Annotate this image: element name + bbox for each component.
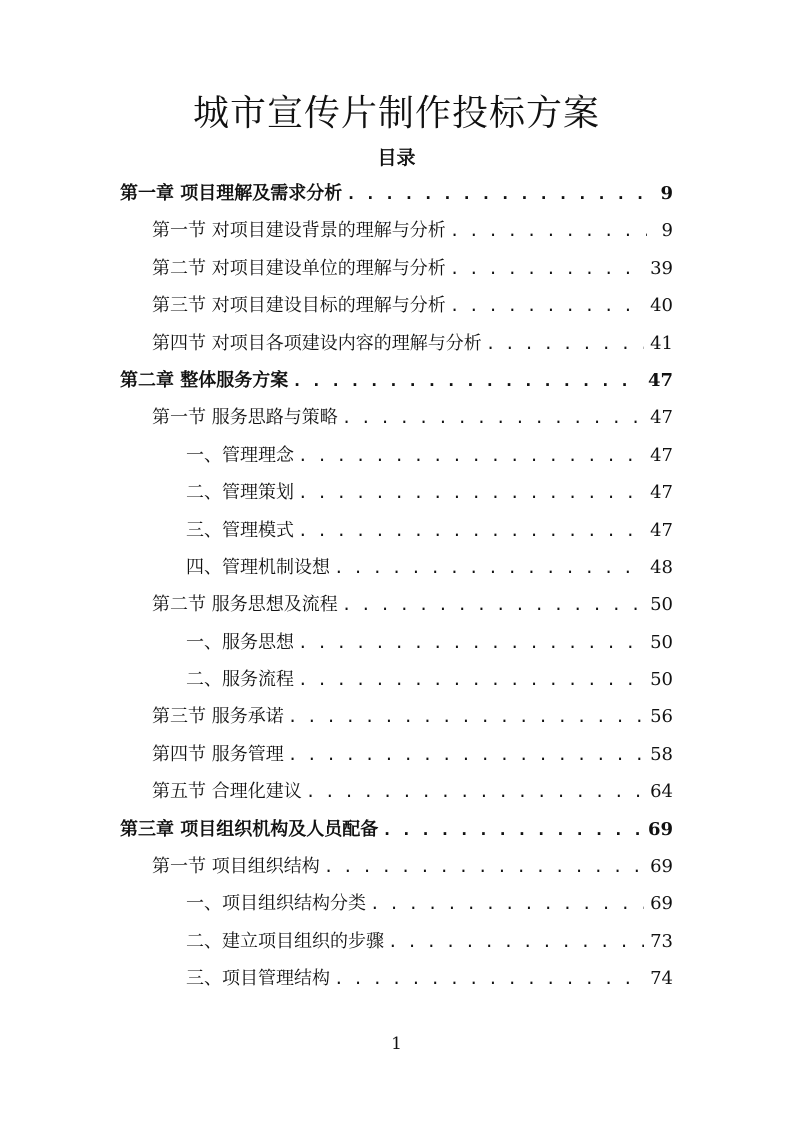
- toc-dot-leader: [382, 811, 642, 848]
- toc-dot-leader: [288, 698, 644, 735]
- toc-entry-page-number: 47: [650, 482, 673, 504]
- toc-subsection-entry[interactable]: [120, 549, 673, 586]
- toc-section-entry[interactable]: [120, 212, 673, 249]
- toc-section-entry[interactable]: [120, 736, 673, 773]
- toc-dot-leader: [450, 250, 644, 287]
- toc-dot-leader: [450, 212, 647, 249]
- toc-chapter-entry[interactable]: [120, 362, 673, 399]
- toc-dot-leader: [486, 325, 644, 362]
- toc-entry-label: 第三节 服务承诺: [152, 706, 284, 728]
- toc-entry-page-number: 58: [650, 743, 673, 765]
- toc-entry-page-number: 56: [650, 706, 673, 728]
- toc-dot-leader: [298, 661, 644, 698]
- toc-entry-label: 第四节 对项目各项建设内容的理解与分析: [152, 332, 482, 354]
- toc-entry-label: 第一章 项目理解及需求分析: [120, 183, 343, 204]
- toc-entry-label: 一、服务思想: [186, 631, 294, 653]
- toc-entry-label: 三、项目管理结构: [186, 968, 330, 990]
- toc-subsection-entry[interactable]: [120, 923, 673, 960]
- toc-dot-leader: [346, 175, 647, 212]
- toc-entry-page-number: 74: [650, 968, 673, 990]
- toc-entry-label: 三、管理模式: [186, 519, 294, 541]
- toc-dot-leader: [370, 885, 644, 922]
- toc-entry-label: 第三章 项目组织机构及人员配备: [120, 818, 379, 840]
- toc-entry-label: 第三节 对项目建设目标的理解与分析: [152, 295, 446, 317]
- toc-entry-page-number: 69: [647, 818, 673, 840]
- toc-dot-leader: [334, 549, 644, 586]
- toc-entry-label: 第一节 项目组织结构: [152, 856, 320, 878]
- toc-entry-label: 第四节 服务管理: [152, 743, 284, 765]
- toc-entry-label: 第一节 服务思路与策略: [152, 407, 338, 429]
- toc-section-entry[interactable]: [120, 325, 673, 362]
- toc-entry-page-number: 50: [650, 669, 673, 691]
- toc-dot-leader: [324, 848, 644, 885]
- toc-entry-label: 二、服务流程: [186, 669, 294, 691]
- toc-subsection-entry[interactable]: [120, 512, 673, 549]
- toc-subsection-entry[interactable]: [120, 437, 673, 474]
- toc-subsection-entry[interactable]: [120, 661, 673, 698]
- toc-dot-leader: [298, 437, 644, 474]
- toc-entry-page-number: 9: [660, 183, 673, 204]
- toc-entry-label: 二、建立项目组织的步骤: [186, 930, 384, 952]
- toc-dot-leader: [298, 512, 644, 549]
- toc-section-entry[interactable]: [120, 586, 673, 623]
- toc-entry-label: 二、管理策划: [186, 482, 294, 504]
- toc-entry-page-number: 47: [650, 444, 673, 466]
- toc-entry-page-number: 47: [650, 407, 673, 429]
- toc-entry-label: 第五节 合理化建议: [152, 781, 302, 803]
- toc-entry-page-number: 47: [650, 519, 673, 541]
- toc-section-entry[interactable]: [120, 773, 673, 810]
- toc-subsection-entry[interactable]: [120, 624, 673, 661]
- toc-dot-leader: [306, 773, 644, 810]
- toc-chapter-entry[interactable]: [120, 811, 673, 848]
- table-of-contents: [120, 175, 673, 998]
- toc-entry-label: 一、管理理念: [186, 444, 294, 466]
- toc-entry-label: 第一节 对项目建设背景的理解与分析: [152, 220, 446, 242]
- toc-dot-leader: [288, 736, 644, 773]
- toc-dot-leader: [342, 399, 644, 436]
- toc-dot-leader: [334, 960, 644, 997]
- toc-entry-label: 一、项目组织结构分类: [186, 893, 366, 915]
- toc-section-entry[interactable]: [120, 287, 673, 324]
- toc-section-entry[interactable]: [120, 399, 673, 436]
- toc-subsection-entry[interactable]: [120, 960, 673, 997]
- toc-entry-page-number: 47: [647, 369, 673, 391]
- toc-entry-page-number: 50: [650, 594, 673, 616]
- toc-entry-page-number: 69: [650, 856, 673, 878]
- toc-entry-page-number: 48: [650, 556, 673, 578]
- toc-subsection-entry[interactable]: [120, 474, 673, 511]
- toc-entry-label: 第二节 对项目建设单位的理解与分析: [152, 257, 446, 279]
- toc-dot-leader: [342, 586, 644, 623]
- toc-entry-page-number: 50: [650, 631, 673, 653]
- toc-chapter-entry[interactable]: [120, 175, 673, 212]
- toc-heading: 目录: [377, 147, 416, 169]
- toc-dot-leader: [298, 474, 644, 511]
- toc-entry-label: 第二节 服务思想及流程: [152, 594, 338, 616]
- toc-entry-page-number: 69: [650, 893, 673, 915]
- toc-entry-page-number: 41: [650, 332, 673, 354]
- toc-section-entry[interactable]: [120, 698, 673, 735]
- toc-entry-page-number: 40: [650, 295, 673, 317]
- toc-entry-page-number: 9: [661, 220, 673, 242]
- document-title: 城市宣传片制作投标方案: [192, 93, 600, 134]
- toc-dot-leader: [292, 362, 642, 399]
- toc-entry-page-number: 39: [650, 257, 673, 279]
- toc-dot-leader: [450, 287, 644, 324]
- toc-entry-page-number: 73: [650, 930, 673, 952]
- toc-entry-label: 四、管理机制设想: [186, 556, 330, 578]
- toc-subsection-entry[interactable]: [120, 885, 673, 922]
- page-number: 1: [391, 1034, 402, 1054]
- toc-section-entry[interactable]: [120, 250, 673, 287]
- toc-section-entry[interactable]: [120, 848, 673, 885]
- toc-dot-leader: [298, 624, 644, 661]
- toc-dot-leader: [388, 923, 644, 960]
- toc-entry-page-number: 64: [650, 781, 673, 803]
- toc-entry-label: 第二章 整体服务方案: [120, 369, 289, 391]
